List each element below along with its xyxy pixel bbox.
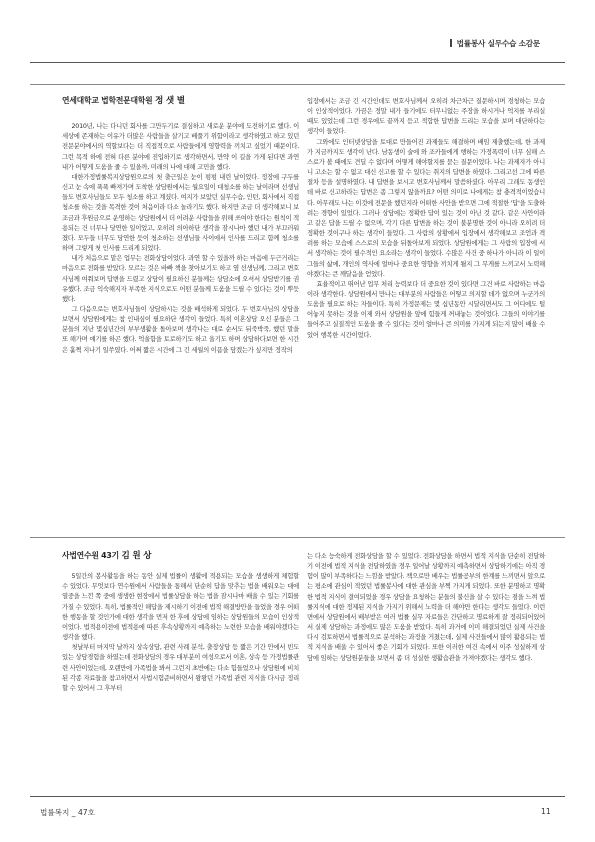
section-title-bar bbox=[450, 39, 452, 47]
article1-paragraph: 2010년, 나는 다니던 회사를 그만두기로 결심하고 새로운 분야에 도전하기로 했다. 이 세상에 존재하는 이유가 더많은 사람들을 살기고 베풀기 위함이라고 생각하였고 하고 있던 전문분야에서의 역할보다는 더 직접적으로 사람들에게 영향력을 끼치고 싶었기 때문이다. 그런 목적 하에 전혀 다른 분야에 진입하기로 생각하면서, 만약 이 길을 가게 된다면 과연 내가 어떻게 도움을 줄 수 있을까, 미래의 나에 대해 고민을 했다. bbox=[62, 123, 299, 171]
article1-top-rule bbox=[30, 84, 565, 85]
article1-author bbox=[62, 96, 299, 106]
article1-paragraph: 그와에도 인터넷상담을 토대로 만들어진 과제들도 해결하며 배임 제출했는데, 한 과제가 지금까지도 생각이 난다. 남동생이 술에 와 조카들에게 행하는 가정폭력이 너무 심해 스스로가 볼 때에도 견딜 수 없다며 어떻게 해야할지를 묻는 질문이었다. 나는 과제자가 아니니 고소는 할 수 없고 대신 신고를 할 수 있다는 취지의 답변을 하였다. 그리고선 그에 따른 절차 등을 설명하였다. 내 답변을 보시고 변호사님께서 말씀하셨다. 아무리 그래도 동생인데 바로 신고하라는 답변은 좀 그렇지 않을까요? 어떤 의미로 나에게는 참 충격적이었습니다. 아무래도 나는 이것에 전문을 했던지라 어떠한 사안을 받으면 그에 적절한 '답'을 도출하려는 경향이 있었다. 그러나 상담에는 정확한 답이 있는 것이 아닌 것 같다. 같은 사안이라고 같은 답을 드릴 수 없으며, 각기 다른 답변을 하는 것이 불분명한 것이 아니라 오히려 더 정확한 것이구나 하는 생각이 들었다. 그 사람의 상황에서 입장에서 생각해보고 조언과 격려를 하는 모습에 스스로의 모습을 뒤돌아보게 되었다. 상담원에게는 그 사람의 입장에 서서 생각하는 것이 필수적인 요소라는 생각이 들었다. 수많은 사건 중 하나가 아니라 이 일이 그들의 삶에, 개인의 역사에 얼마나 중요한 영향을 끼치게 될지 그 무게를 느끼고서 노력해야겠다는 큰 깨달음을 얻었다. bbox=[307, 138, 545, 278]
section-title bbox=[450, 38, 540, 49]
article2-top-rule bbox=[30, 537, 565, 538]
article2-name: 김 원 상 bbox=[121, 551, 152, 561]
article1-paragraph: 대한가정법률복지상담원으로의 첫 출근일은 눈이 펑펑 내린 날이었다. 정장에 구두를 신고 눈 속에 푹푹 빠져가며 도착한 상담원에서는 월요일이 대청소를 하는 날이라며 선생님들도 변호사님들도 모두 청소를 하고 계셨다. 여지가 보았던 실무수습, 인턴, 회사에서 직접 청소를 하는 것을 목격한 것이 처음이라 다소 놀라기도 했다. 하지만 조금 더 생각해보니 보조금과 후원금으로 운영하는 상담원에서 더 어려운 사람들을 위해 쓰여야 한다는 원칙이 적용되는 건 너무나 당연한 일이었고, 오히려 의아하단 생각을 잠시나마 했던 내가 부끄러워졌다. 모두들 너무도 당연한 듯이 청소하는 선생님들 사이에서 인사를 드리고 함께 청소를 하며 그렇게 첫 인사를 드리게 되었다. bbox=[62, 173, 299, 253]
article1-name: 정 샛 별 bbox=[155, 96, 185, 106]
article2-paragraph: 5일간의 봉사활동을 하는 동안 실제 법률이 생활에 적용되는 모습을 생생하게 체험할 수 있었다. 무엇보다 연수원에서 사람들을 통해서 단순히 답을 맞추는 법을 배워오는 대에 열중을 느낀 쪽 중에 생생한 현장에서 법률상담을 하는 법을 잠시나마 배울 수 있는 기회를 가질 수 있었다. 특히, 법률적인 해답을 제시하기 이전에 법적 해결방안을 들었을 경우 어떠한 행동을 할 것인가에 대한 생각을 먼저 한 후에 상담에 임하는 상담원들의 모습이 인상적이었다. 법적용이전에 법적용에 따른 후속상황까지 예측하는 노련한 모습을 배워야겠다는 생각을 했다. bbox=[62, 573, 299, 642]
page-number: 11 bbox=[541, 807, 551, 816]
article1-left-column bbox=[62, 96, 299, 356]
article2-paragraph: 첫날부터 마지막 날까지 상속상담, 관련 사례 분석, 출장상담 등 짧은 기간 안에서 빈도있는 상담경험을 하였는데 전화상담의 경우 대부분이 여성으로서 이혼, 상속 등 가정법률관련 사안이었는데, 오랜만에 가족법을 봐서 그런지 초반에는 다소 힘들었으나 상담원에 비치된 각종 자료들을 참고하면서 사법시험준비하면서 왕왕던 가족법 관련 지식을 다시금 정리할 수 있어서 그 후부터 bbox=[62, 644, 299, 692]
article1-paragraph: 그 다음으로는 변호사님들이 상담하시는 것을 배석하게 되었다. 두 번호사님의 상담을 보면서 상담원에게는 참 인내심이 필요하단 생각이 들었다. 특히 이혼상담 오신 분들은 그분들의 지난 몇십년간의 부부생활을 돌아보며 생각나는 대로 순서도 뒤죽박죽, 했던 말을 또 해가며 얘기를 하곤 했다. 억울함을 토로하기도 하고 울기도 하며 상담하다보면 한 시간은 훌쩍 지나기 일쑤였다. 어쩌 짧은 시간에 그 긴 세월의 이픔을 담겠는가 싶지만 정작의 bbox=[62, 305, 299, 354]
section-title-text: 법률봉사 실무수습 소감문 bbox=[456, 39, 540, 48]
footer-rule bbox=[30, 796, 565, 797]
article1-right-column bbox=[307, 97, 545, 341]
article1-paragraph: 입장에서는 조금 긴 시간인데도 변호사님께서 오히려 차근차근 질문하시며 경청하는 모습이 인상적이었다. 가끔은 정말 내가 들기에도 터무니없는 주장을 하시거나 억지를 부리실 때도 있었는데 그런 경우에도 끝까지 듣고 적합한 답변을 드리는 모습을 보며 대단하다는 생각이 들었다. bbox=[307, 98, 545, 136]
article2-right-column bbox=[307, 552, 545, 664]
article1-paragraph: 효율적이고 뛰어난 업무 처리 능력보다 더 중요한 것이 있다면 그건 바로 사람하는 마음이라 생각한다. 상담원에서 만나는 대부분의 사람들은 어떻고 의지할 데가 없으며 누군가의 도움을 필요로 하는 자들이다. 특히 가정문제는 몇 십년동안 시달리면서도 그 어디에도 털어놓지 못하는 것을 이제 와서 상담원을 앞에 힘들게 꺼내놓는 것이었다. 그들의 이야기를 들어주고 실질적인 도움을 줄 수 있다는 것이 얼마나 큰 의미를 가지게 되는지 많이 배울 수 있어 행복한 시간이었다. bbox=[307, 280, 545, 339]
article2-affiliation: 사법연수원 43기 bbox=[62, 551, 119, 560]
footer-journal: 법률복지 _ 47호 bbox=[40, 808, 95, 817]
page-header bbox=[30, 38, 540, 60]
article2-paragraph: 는 다소 능숙하게 전화상담을 할 수 있었다. 전화상담을 하면서 법적 지식을 단순히 전달하기 이전에 법적 지식을 전달하였을 경우 일어날 상황까지 예측하면서 상담하기에는 아직 경험이 많이 부족하다는 느낌을 받았다. 책으로만 배우는 법률공부의 한계를 느끼면서 앞으로는 평소에 관심이 적었던 법률봉사에 대한 관심을 부쩍 가지게 되었다. 또한 분명하고 명확한 법적 지식이 결여되었을 경우 상담을 요청하는 분들의 불신을 살 수 있다는 점을 느껴 법률지식에 대한 정제된 지식을 가지기 위해서 노력을 더 해야만 한다는 생각도 들었다. 이런 면에서 상담원에서 배부받은 여러 법률 실무 자료들은 간단하고 명료하게 잘 정리되어있어서 실제 상담하는 과정에도 많은 도움을 받았다. 특히 과거에 이미 해결되었던 실제 사건을 다시 검토하면서 법률적으로 분석하는 과정을 거쳤는데, 실제 사건들에서 많이 활용되는 법적 지식을 배울 수 있어서 좋은 기회가 되었다. 또한 이러한 여건 속에서 이주 성실하게 상담에 임하는 상담원분들을 보면서 좀 더 성실한 생활습관을 가져야겠다는 생각도 했다. bbox=[307, 553, 545, 662]
article2-left-column bbox=[62, 551, 299, 694]
article1-paragraph: 내가 처음으로 맡은 업무는 전화상담이었다. 과연 할 수 있을까 하는 마음에 두근거리는 마음으로 전화를 받았다. 모르는 것은 바빠 책을 찾아보기도 하고 옆 선생님께, 그리고 변호사님께 여쭤보며 답변을 드렸고 상담이 필요하신 분들께는 상담소에 오셔서 상담받기를 권유했다. 조금 익숙해지자 부족한 지식으로도 어떤 분들께 도움을 드릴 수 있다는 것이 뿌듯했다. bbox=[62, 255, 299, 303]
article2-author bbox=[62, 551, 299, 561]
article1-affiliation: 연세대학교 법학전문대학원 bbox=[62, 96, 153, 105]
header-rule bbox=[30, 62, 565, 63]
